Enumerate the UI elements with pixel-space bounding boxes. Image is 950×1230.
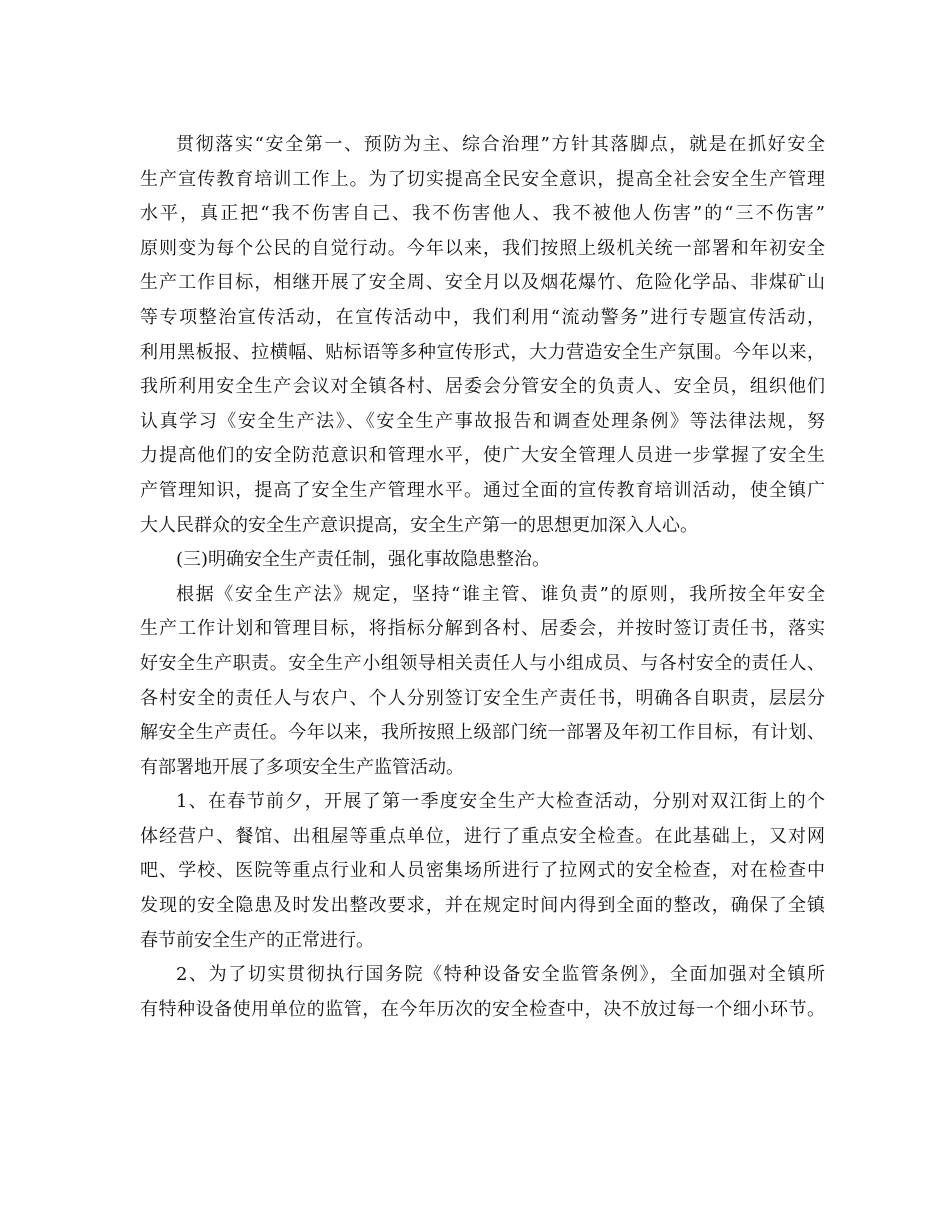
section-heading: (三)明确安全生产责任制，强化事故隐患整治。: [176, 549, 551, 571]
paragraph-line: 力提高他们的安全防范意识和管理水平，使广大安全管理人员进一步掌握了安全生: [140, 445, 825, 467]
paragraph-line: 大人民群众的安全生产意识提高，安全生产第一的思想更加深入人心。: [140, 514, 698, 536]
paragraph-line: 发现的安全隐患及时发出整改要求，并在规定时间内得到全面的整改，确保了全镇: [140, 895, 825, 917]
paragraph-line: 生产工作目标，相继开展了安全周、安全月以及烟花爆竹、危险化学品、非煤矿山: [140, 272, 825, 294]
paragraph-line: 2、为了切实贯彻执行国务院《特种设备安全监管条例》，全面加强对全镇所: [176, 964, 825, 986]
paragraph-line: 根据《安全生产法》规定，坚持“谁主管、谁负责”的原则，我所按全年安全: [176, 583, 825, 605]
paragraph-line: 体经营户、餐馆、出租屋等重点单位，进行了重点安全检查。在此基础上，又对网: [140, 825, 825, 847]
paragraph-line: 生产宣传教育培训工作上。为了切实提高全民安全意识，提高全社会安全生产管理: [140, 168, 825, 190]
paragraph-line: 吧、学校、医院等重点行业和人员密集场所进行了拉网式的安全检查，对在检查中: [140, 860, 825, 882]
paragraph-line: 解安全生产责任。今年以来，我所按照上级部门统一部署及年初工作目标，有计划、: [140, 722, 825, 744]
paragraph-line: 产管理知识，提高了安全生产管理水平。通过全面的宣传教育培训活动，使全镇广: [140, 479, 825, 501]
paragraph-line: 原则变为每个公民的自觉行动。今年以来，我们按照上级机关统一部署和年初安全: [140, 237, 825, 259]
paragraph-line: 有部署地开展了多项安全生产监管活动。: [140, 756, 464, 778]
paragraph-line: 有特种设备使用单位的监管，在今年历次的安全检查中，决不放过每一个细小环节。: [140, 998, 825, 1020]
paragraph-line: 等专项整治宣传活动，在宣传活动中，我们利用“流动警务”进行专题宣传活动，: [140, 306, 825, 328]
paragraph-line: 春节前安全生产的正常进行。: [140, 929, 374, 951]
paragraph-line: 利用黑板报、拉横幅、贴标语等多种宣传形式，大力营造安全生产氛围。今年以来，: [140, 341, 825, 363]
paragraph-line: 生产工作计划和管理目标，将指标分解到各村、居委会，并按时签订责任书，落实: [140, 618, 825, 640]
document-body: [140, 128, 825, 1027]
paragraph-line: 1、在春节前夕，开展了第一季度安全生产大检查活动，分别对双江街上的个: [176, 791, 825, 813]
paragraph-line: 我所利用安全生产会议对全镇各村、居委会分管安全的负责人、安全员，组织他们: [140, 376, 825, 398]
paragraph-line: 各村安全的责任人与农户、个人分别签订安全生产责任书，明确各自职责，层层分: [140, 687, 825, 709]
paragraph-line: 水平，真正把“我不伤害自己、我不伤害他人、我不被他人伤害”的“三不伤害”: [140, 203, 825, 225]
paragraph-line: 好安全生产职责。安全生产小组领导相关责任人与小组成员、与各村安全的责任人、: [140, 652, 825, 674]
paragraph-line: 贯彻落实“安全第一、预防为主、综合治理”方针其落脚点，就是在抓好安全: [176, 134, 825, 155]
paragraph-line: 认真学习《安全生产法》、《安全生产事故报告和调查处理条例》等法律法规，努: [140, 410, 825, 432]
